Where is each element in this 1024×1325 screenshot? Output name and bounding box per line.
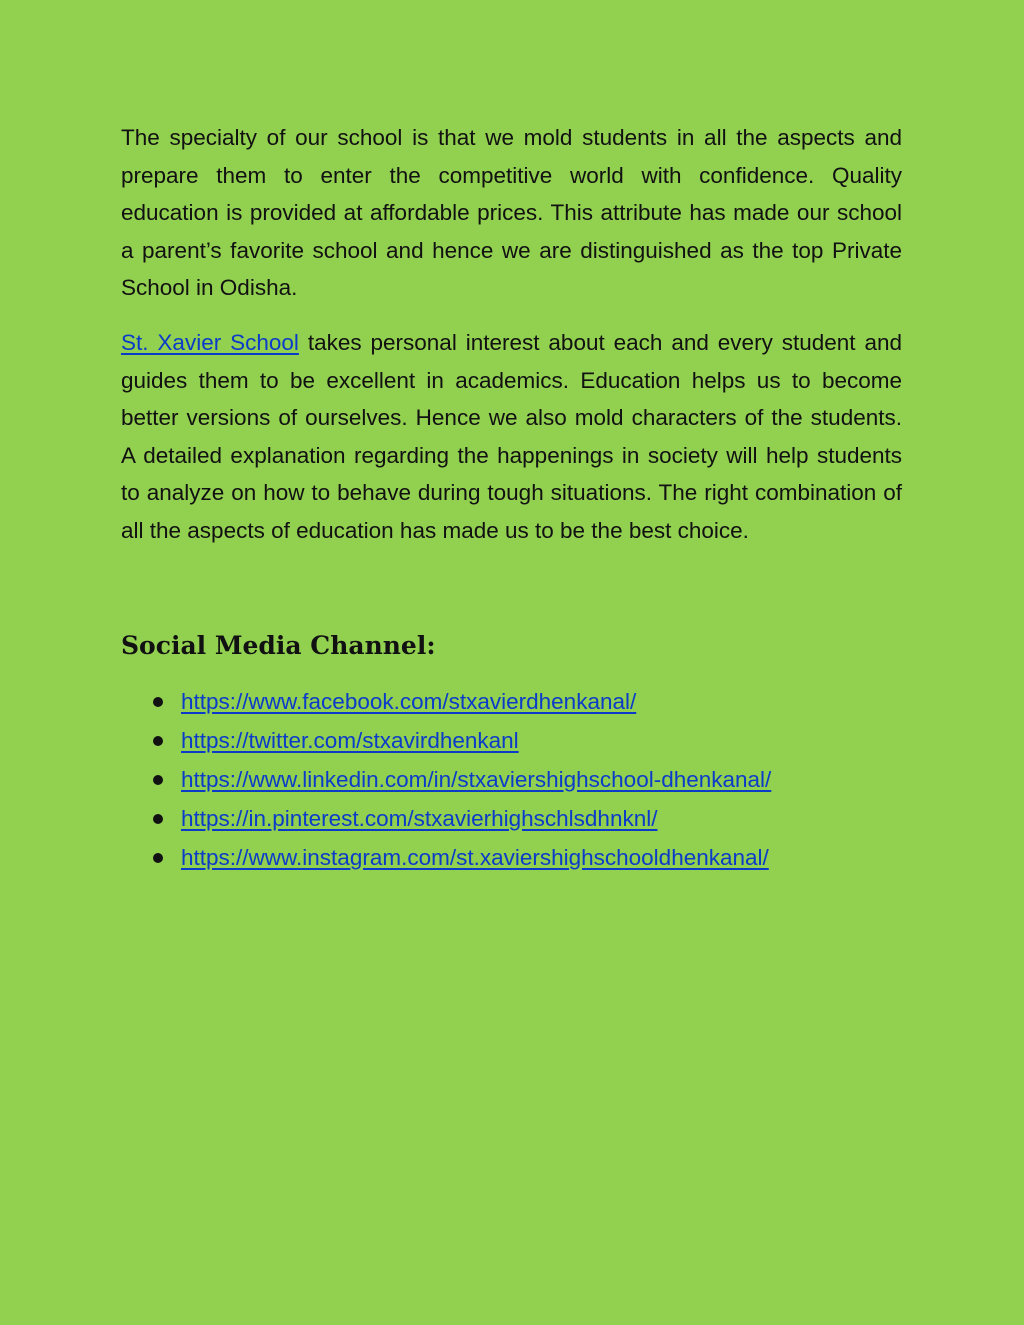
document-body [121,119,902,878]
school-paragraph [121,324,902,550]
intro-paragraph: The specialty of our school is that we mold students in all the aspects and prepare them to enter the competitive world with confidence. Quality education is provided at affordable prices. This attribute has made our school a parent’s favorite school and hence we are distinguished as the top Private School in Odisha. [121,125,902,301]
school-paragraph-text: takes personal interest about each and every student and guides them to be excellent in academics. Education helps us to become better versions of ourselves. Hence we also mold characters of the students. A detailed explanation regarding the happenings in society will help students to analyze on how to behave during tough situations. The right combination of all the aspects of education has made us to be the best choice. [121,329,902,543]
bullet-icon [153,853,163,863]
social-media-heading: Social Media Channel: [121,630,436,660]
pinterest-link[interactable]: https://in.pinterest.com/stxavierhighschlsdhnknl/ [181,806,658,832]
social-links-list [121,682,902,878]
linkedin-link[interactable]: https://www.linkedin.com/in/stxaviershighschool-dhenkanal/ [181,766,772,792]
bullet-icon [153,814,163,824]
list-item [121,760,902,799]
facebook-link[interactable]: https://www.facebook.com/stxavierdhenkanal/ [181,688,637,714]
list-item [121,721,902,760]
list-item [121,838,902,877]
bullet-icon [153,736,163,746]
instagram-link[interactable]: https://www.instagram.com/st.xaviershighschooldhenkanal/ [181,845,769,871]
list-item [121,799,902,838]
school-link[interactable]: St. Xavier School [121,329,299,355]
list-item [121,682,902,721]
twitter-link[interactable]: https://twitter.com/stxavirdhenkanl [181,727,519,753]
bullet-icon [153,697,163,707]
bullet-icon [153,775,163,785]
